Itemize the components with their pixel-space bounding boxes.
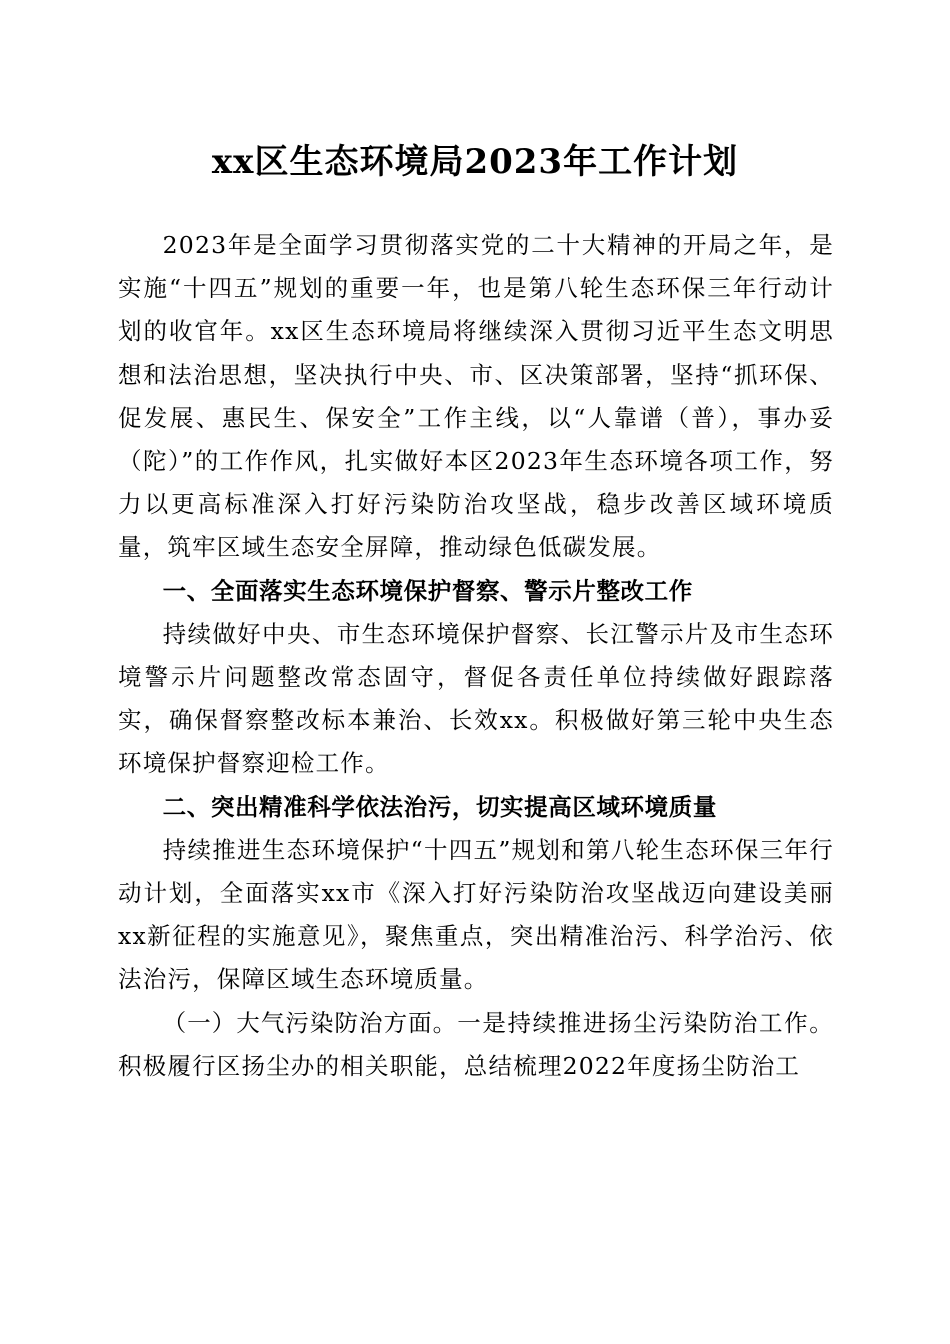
section-1-heading: 一、全面落实生态环境保护督察、警示片整改工作	[162, 576, 693, 605]
intro-paragraph: 2023年是全面学习贯彻落实党的二十大精神的开局之年，是实施“十四五”规划的重要一年，也是第八轮生态环保三年行动计划的收官年。xx区生态环境局将继续深入贯彻习近平生态文明思想和法治思想，坚决执行中央、市、区决策部署，坚持“抓环保、促发展、惠民生、保安全”工作主线，以“人靠谱（普），事办妥（陀）”的工作作风，扎实做好本区2023年生态环境各项工作，努力以更高标准深入打好污染防治攻坚战，稳步改善区域环境质量，筑牢区域生态安全屏障，推动绿色低碳发展。	[118, 231, 834, 562]
section-2-paragraph: 持续推进生态环境保护“十四五”规划和第八轮生态环保三年行动计划，全面落实xx市《深入打好污染防治攻坚战迈向建设美丽xx新征程的实施意见》，聚焦重点，突出精准治污、科学治污、依法治污，保障区域生态环境质量。	[118, 835, 834, 994]
subsection-1-text: 一是持续推进扬尘污染防治工作。积极履行区扬尘办的相关职能，总结梳理2022年度扬尘防治工	[118, 1008, 835, 1080]
section-1-paragraph: 持续做好中央、市生态环境保护督察、长江警示片及市生态环境警示片问题整改常态固守，督促各责任单位持续做好跟踪落实，确保督察整改标本兼治、长效xx。积极做好第三轮中央生态环境保护督察迎检工作。	[118, 619, 834, 778]
section-2-heading: 二、突出精准科学依法治污，切实提高区域环境质量	[162, 792, 717, 821]
subsection-1-heading: （一）大气污染防治方面。	[162, 1008, 458, 1037]
document-title: xx区生态环境局2023年工作计划	[211, 142, 739, 182]
subsection-1-paragraph	[118, 1002, 834, 1088]
document-body	[118, 224, 834, 1088]
